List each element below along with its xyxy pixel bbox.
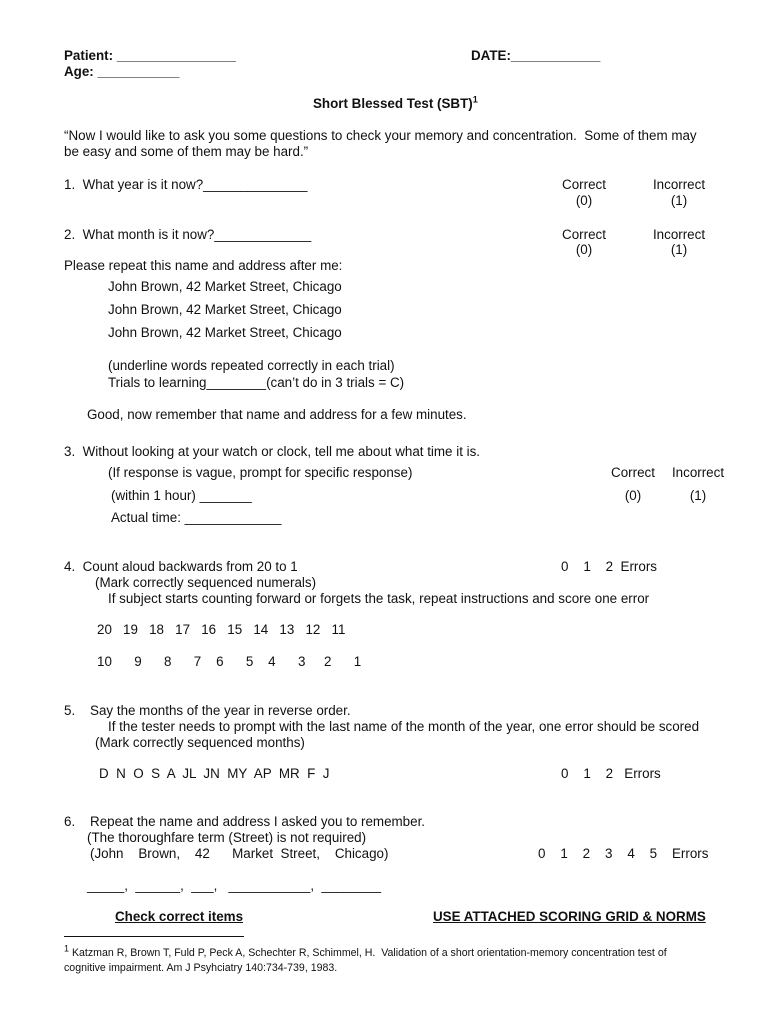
q5-scores: 0 1 2 Errors: [561, 766, 661, 781]
q5-months: D N O S A JL JN MY AP MR F J: [99, 766, 330, 781]
intro-line-2: be easy and some of them may be hard.”: [64, 144, 309, 159]
question-1: 1. What year is it now?______________: [64, 177, 308, 192]
footnote-line-2: cognitive impairment. Am J Psyhciatry 140:734-739, 1983.: [64, 962, 338, 974]
q3-correct-score: (0): [624, 488, 642, 503]
footnote-line-1: $^1$ Katzman R, Brown T, Fuld P, Peck A, Schechter R, Schimmel, H. Validation of a short orientation-memory concentration test of: [64, 943, 667, 959]
q4-scores: 0 1 2 Errors: [561, 559, 657, 574]
q3-incorrect-score: (1): [689, 488, 707, 503]
page-title: Short Blessed Test (SBT)$^1$: [313, 94, 478, 111]
trials-to-learning: Trials to learning________(can’t do in 3 trials = C): [108, 375, 405, 390]
footnote-divider: [64, 936, 244, 937]
question-4: 4. Count aloud backwards from 20 to 1: [64, 559, 298, 574]
trial-3: John Brown, 42 Market Street, Chicago: [108, 325, 342, 340]
q3-actual-time: Actual time: _____________: [111, 510, 282, 525]
q1-correct-label: Correct: [562, 177, 606, 192]
q6-note: (The thoroughfare term (Street) is not required): [87, 830, 367, 845]
trial-2: John Brown, 42 Market Street, Chicago: [108, 302, 342, 317]
q4-note-2: If subject starts counting forward or forgets the task, repeat instructions and score one error: [108, 591, 650, 606]
q4-numbers-row-2: 10 9 8 7 6 5 4 3 2 1: [97, 654, 362, 669]
q6-words: (John Brown, 42 Market Street, Chicago): [90, 846, 389, 861]
footnote-mark: 1: [64, 943, 70, 954]
q2-incorrect-score: (1): [670, 242, 688, 257]
q2-correct-label: Correct: [562, 227, 606, 242]
trial-1: John Brown, 42 Market Street, Chicago: [108, 279, 342, 294]
q1-incorrect-label: Incorrect: [652, 177, 706, 192]
patient-field: Patient: ________________: [64, 48, 236, 63]
title-footnote-mark: 1: [472, 94, 478, 105]
question-3: 3. Without looking at your watch or clock, tell me about what time it is.: [64, 444, 481, 459]
remember-note: Good, now remember that name and address for a few minutes.: [87, 407, 467, 422]
question-2: 2. What month is it now?_____________: [64, 227, 312, 242]
repeat-prompt: Please repeat this name and address after me:: [64, 258, 343, 273]
question-6: 6. Repeat the name and address I asked you to remember.: [64, 814, 426, 829]
q4-numbers-row-1: 20 19 18 17 16 15 14 13 12 11: [97, 622, 346, 637]
q3-correct-label: Correct: [611, 465, 655, 480]
age-field: Age: ___________: [64, 64, 180, 79]
q3-within: (within 1 hour) _______: [111, 488, 252, 503]
check-correct-items: Check correct items: [115, 909, 244, 924]
question-5: 5. Say the months of the year in reverse order.: [64, 703, 351, 718]
underline-note: (underline words repeated correctly in each trial): [108, 358, 395, 373]
q6-scores: 0 1 2 3 4 5 Errors: [538, 846, 709, 861]
q3-prompt: (If response is vague, prompt for specific response): [108, 465, 413, 480]
q4-note-1: (Mark correctly sequenced numerals): [95, 575, 317, 590]
q3-incorrect-label: Incorrect: [671, 465, 725, 480]
q1-incorrect-score: (1): [670, 193, 688, 208]
q2-correct-score: (0): [575, 242, 593, 257]
q6-blanks: _____, ______, ___, ___________, ________: [87, 878, 382, 893]
q2-incorrect-label: Incorrect: [652, 227, 706, 242]
q5-note-1: If the tester needs to prompt with the last name of the month of the year, one error should be scored: [108, 719, 700, 734]
q5-note-2: (Mark correctly sequenced months): [95, 735, 305, 750]
q1-correct-score: (0): [575, 193, 593, 208]
date-field: DATE:____________: [471, 48, 601, 63]
scoring-grid-note: USE ATTACHED SCORING GRID & NORMS: [433, 909, 706, 924]
intro-line-1: “Now I would like to ask you some questions to check your memory and concentration. Some of them may: [64, 128, 697, 143]
